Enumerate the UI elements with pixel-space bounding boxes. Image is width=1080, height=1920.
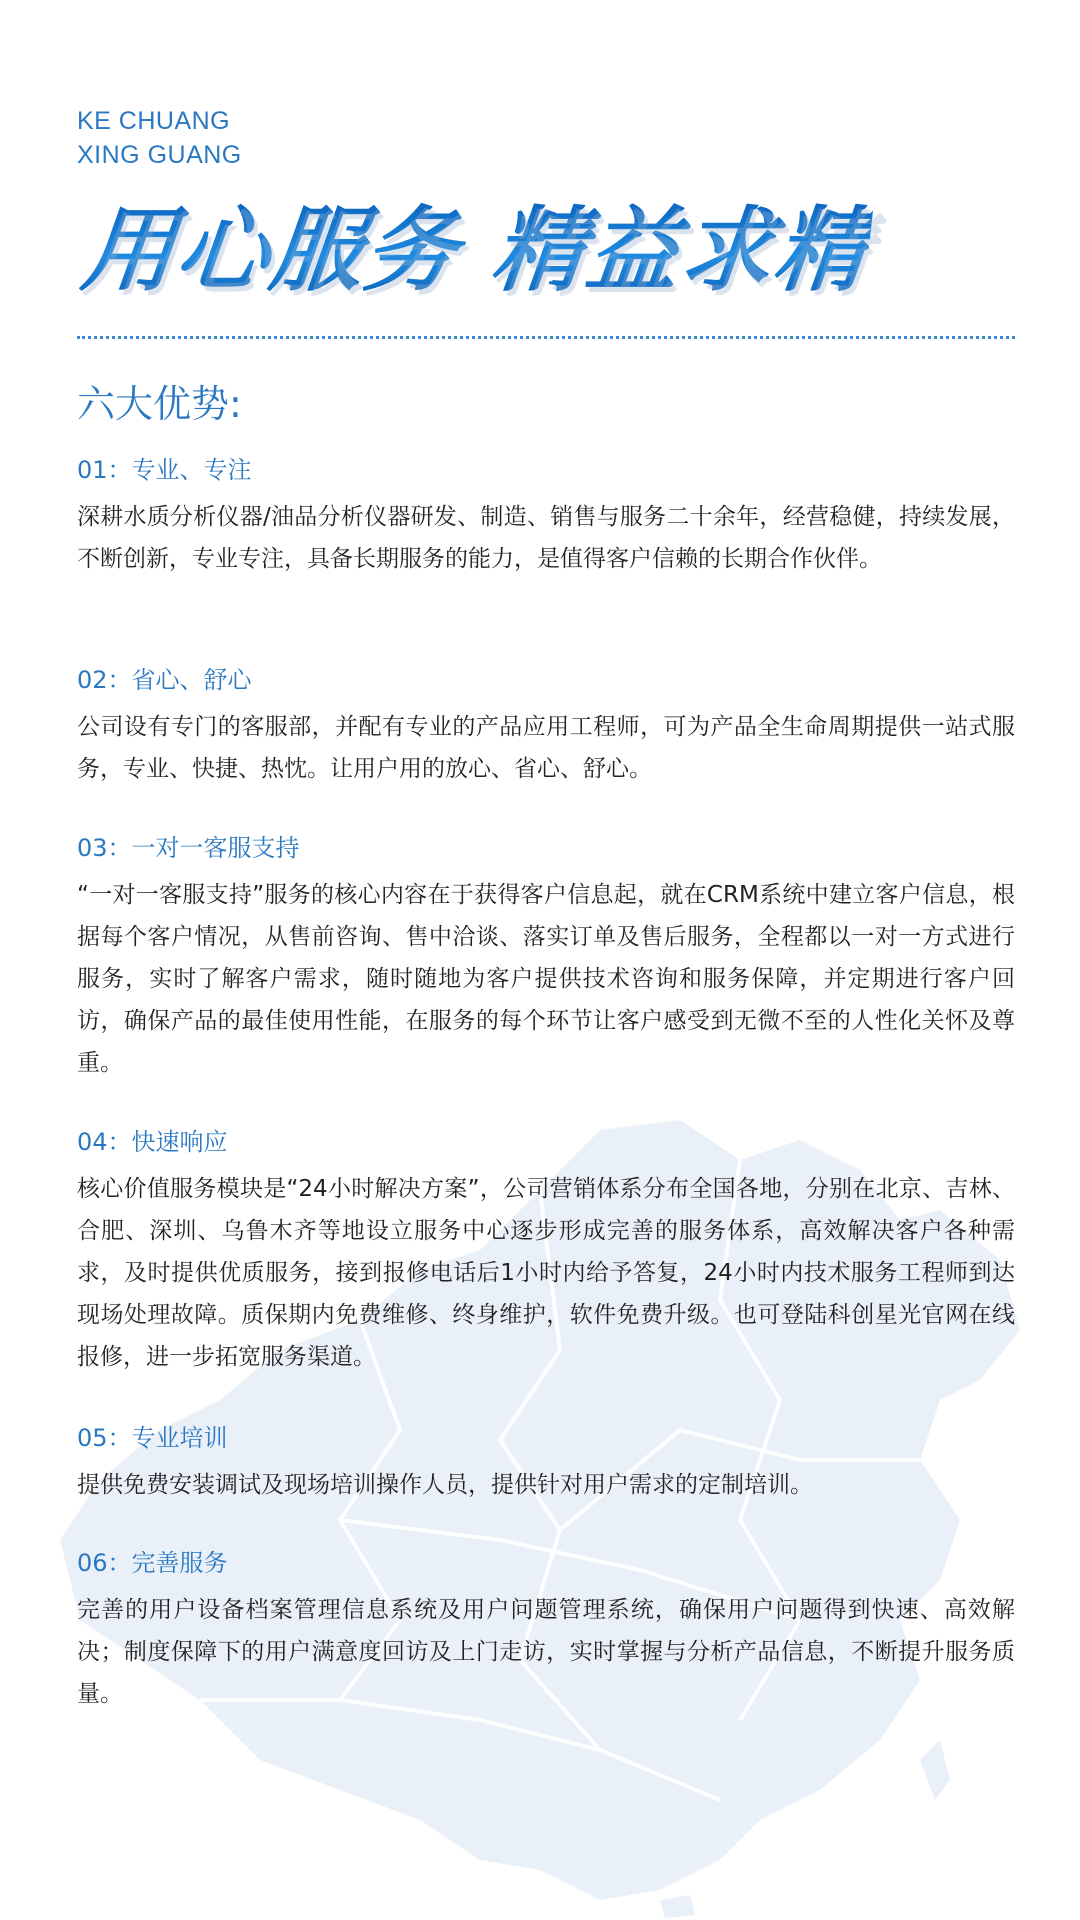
advantage-title: 05：专业培训: [77, 1424, 228, 1452]
advantage-body: 公司设有专门的客服部，并配有专业的产品应用工程师，可为产品全生命周期提供一站式服务，专业、快捷、热忱。让用户用的放心、省心、舒心。: [77, 714, 1015, 782]
advantage-title: 03：一对一客服支持: [77, 834, 300, 862]
advantage-body: 提供免费安装调试及现场培训操作人员，提供针对用户需求的定制培训。: [77, 1472, 813, 1498]
dotted-divider: [77, 336, 1015, 339]
headline: 用心服务 精益求精: [77, 197, 875, 304]
brand-line-1: KE CHUANG: [77, 107, 231, 135]
advantage-title: 02：省心、舒心: [77, 666, 252, 694]
advantage-item-1: [77, 452, 1015, 580]
advantage-title: 06：完善服务: [77, 1549, 228, 1577]
advantage-title: 04：快速响应: [77, 1128, 228, 1156]
advantage-body: 深耕水质分析仪器/油品分析仪器研发、制造、销售与服务二十余年，经营稳健，持续发展，不断创新，专业专注，具备长期服务的能力，是值得客户信赖的长期合作伙伴。: [77, 504, 1015, 572]
island-small-shape: [660, 1895, 695, 1918]
section-title: 六大优势:: [77, 382, 242, 426]
brand-wordmark: [77, 104, 242, 172]
advantage-item-3: [77, 830, 1015, 1084]
brand-line-2: XING GUANG: [77, 141, 242, 169]
advantage-item-5: [77, 1420, 1015, 1506]
advantage-item-4: [77, 1124, 1015, 1378]
island-shape: [920, 1740, 950, 1800]
advantage-item-6: [77, 1545, 1015, 1715]
advantage-title: 01：专业、专注: [77, 456, 252, 484]
advantage-item-2: [77, 662, 1015, 790]
advantage-body: 核心价值服务模块是“24小时解决方案”，公司营销体系分布全国各地，分别在北京、吉林、合肥、深圳、乌鲁木齐等地设立服务中心逐步形成完善的服务体系，高效解决客户各种需求，及时提供优质服务，接到报修电话后1小时内给予答复，24小时内技术服务工程师到达现场处理故障。质保期内免费维修、终身维护，软件免费升级。也可登陆科创星光官网在线报修，进一步拓宽服务渠道。: [77, 1176, 1015, 1370]
advantage-body: 完善的用户设备档案管理信息系统及用户问题管理系统，确保用户问题得到快速、高效解决；制度保障下的用户满意度回访及上门走访，实时掌握与分析产品信息，不断提升服务质量。: [77, 1597, 1015, 1707]
advantage-body: “一对一客服支持”服务的核心内容在于获得客户信息起，就在CRM系统中建立客户信息，根据每个客户情况，从售前咨询、售中洽谈、落实订单及售后服务，全程都以一对一方式进行服务，实时了解客户需求，随时随地为客户提供技术咨询和服务保障，并定期进行客户回访，确保产品的最佳使用性能，在服务的每个环节让客户感受到无微不至的人性化关怀及尊重。: [77, 882, 1015, 1076]
